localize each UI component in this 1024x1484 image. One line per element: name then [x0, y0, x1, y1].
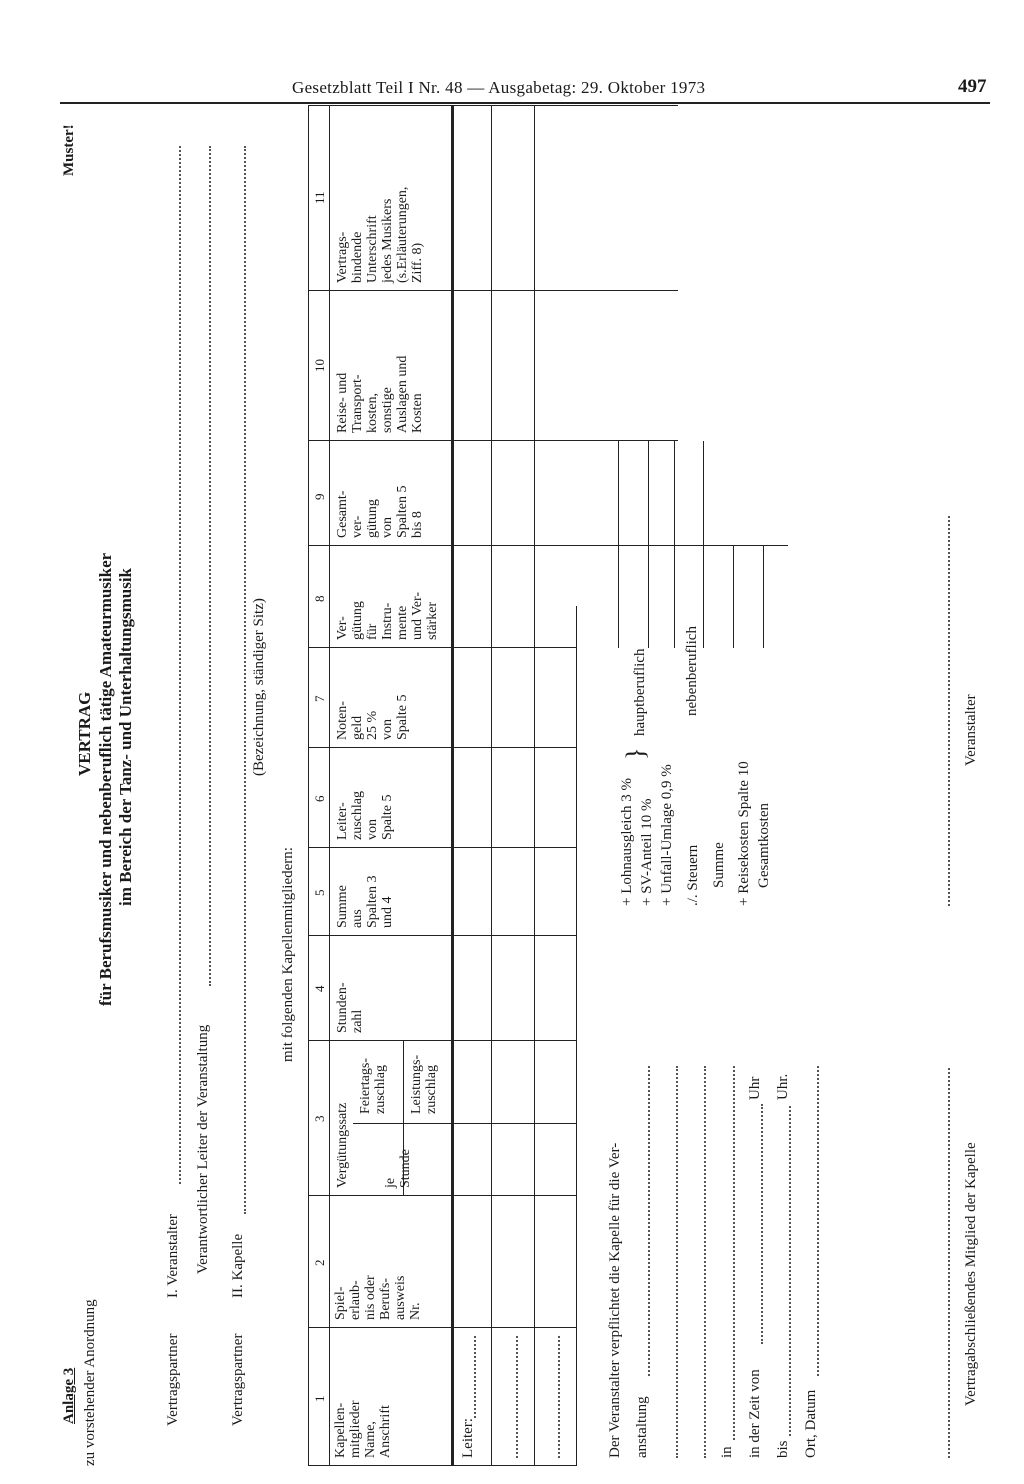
col-num-8: 8: [312, 595, 327, 602]
signature-veranstalter-label: Veranstalter: [963, 694, 979, 766]
col-num-11: 11: [312, 191, 327, 204]
calc-lohnausgleich: + Lohnausgleich 3 %: [619, 777, 635, 906]
bis-field[interactable]: [789, 1106, 791, 1436]
uhr-label-2: Uhr.: [775, 1073, 791, 1100]
col-header-4: Stunden- zahl: [335, 982, 365, 1033]
col3-leistung: Leistungs- zuschlag: [409, 1054, 439, 1114]
col-divider-7: [308, 647, 576, 648]
calc-gesamtkosten: Gesamtkosten: [756, 803, 772, 888]
ort-datum-field[interactable]: [817, 1066, 819, 1376]
col-header-2: Spiel- erlaub- nis oder Berufs- ausweis Nr.: [333, 1275, 423, 1320]
col-divider-8: [308, 545, 788, 546]
row-leiter-field[interactable]: [474, 1336, 476, 1418]
col3-inner-divider: [353, 1123, 576, 1124]
zeit-von-label: in der Zeit von: [747, 1369, 763, 1458]
col-num-9: 9: [312, 493, 327, 500]
col-divider-5: [308, 847, 576, 848]
gazette-title: Gesetzblatt Teil I Nr. 48 — Ausgabetag: 29. Oktober 1973: [292, 78, 706, 97]
table-top-rule: [308, 106, 309, 1466]
contract-title: VERTRAG: [75, 691, 94, 776]
partner-label-1: Vertragspartner: [165, 1333, 181, 1426]
calc-nebenberuflich: nebenberuflich: [684, 626, 700, 716]
col-divider-10: [308, 290, 678, 291]
sum-box-rule-2: [674, 441, 675, 648]
col-num-1: 1: [312, 1395, 327, 1402]
table-row-rule-1: [491, 106, 492, 1466]
obligation-intro: Der Veranstalter verpflichtet die Kapelle für die Ver-: [607, 1142, 623, 1458]
row-leiter-label: Leiter:: [460, 1418, 476, 1458]
col-num-2: 2: [312, 1259, 327, 1266]
bezeichnung-label: (Bezeichnung, ständiger Sitz): [251, 598, 267, 776]
col3-je-stunde: je Stunde: [383, 1149, 413, 1188]
leiter-field[interactable]: [209, 146, 211, 986]
sum-box-rule-5: [763, 546, 764, 648]
col-divider-1: [308, 1327, 576, 1328]
col-header-10: Reise- und Transport- kosten, sonstige Auslagen und Kosten: [335, 355, 425, 433]
zeit-von-field[interactable]: [761, 1104, 763, 1344]
kapelle-label: II. Kapelle: [230, 1233, 246, 1298]
calc-reisekosten: + Reisekosten Spalte 10: [736, 761, 752, 906]
leiter-label: Verantwortlicher Leiter der Veranstaltung: [195, 1024, 211, 1274]
contract-title-line2: im Bereich der Tanz- und Unterhaltungsmusik: [116, 567, 135, 906]
col-header-9: Gesamt- ver- gütung von Spalten 5 bis 8: [335, 485, 425, 538]
anstaltung-field[interactable]: [648, 1066, 650, 1376]
table-row-rule-3: [576, 606, 577, 1466]
sum-box-rule-3: [703, 441, 704, 648]
col-header-7: Noten- geld 25 % von Spalte 5: [335, 694, 410, 740]
col-divider-2: [308, 1195, 576, 1196]
anstaltung-field-2[interactable]: [676, 1066, 678, 1458]
row-3-field[interactable]: [558, 1336, 560, 1458]
header-rule: [60, 102, 990, 104]
col-header-6: Leiter- zuschlag von Spalte 5: [335, 791, 395, 840]
signature-mitglied-label: Vertragabschließendes Mitglied der Kapelle: [963, 1142, 979, 1406]
calc-unfall: + Unfall-Umlage 0,9 %: [659, 764, 675, 906]
uhr-label-1: Uhr: [747, 1076, 763, 1100]
contract-form: [58, 106, 988, 1466]
col-num-7: 7: [312, 695, 327, 702]
table-header-rule: [451, 106, 454, 1466]
mitglieder-label: mit folgenden Kapellenmitgliedern:: [280, 847, 296, 1062]
bis-label: bis: [775, 1440, 791, 1458]
calc-hauptberuflich: hauptberuflich: [632, 648, 648, 736]
partner-label-2: Vertragspartner: [230, 1333, 246, 1426]
signature-veranstalter-line[interactable]: [948, 516, 950, 906]
anstaltung-label: anstaltung: [634, 1396, 650, 1458]
col-header-3: Vergütungssatz: [335, 1102, 350, 1188]
signature-mitglied-line[interactable]: [948, 1068, 950, 1458]
sum-box-top: [618, 441, 619, 648]
page-number: 497: [958, 76, 987, 97]
col-divider-4: [308, 935, 576, 936]
col-divider-3: [308, 1040, 576, 1041]
anstaltung-field-3[interactable]: [704, 1066, 706, 1458]
col-num-4: 4: [312, 985, 327, 992]
annex-subtitle: zu vorstehender Anordnung: [82, 1299, 98, 1466]
calc-brace: }: [621, 747, 650, 760]
col-header-1: Kapellen- mitglieder Name, Anschrift: [333, 1400, 393, 1458]
col-header-5: Summe aus Spalten 3 und 4: [335, 875, 395, 928]
table-row-rule-2: [534, 106, 535, 1466]
contract-title-line1: für Berufsmusiker und nebenberuflich tätige Amateurmusiker: [96, 552, 115, 1006]
ort-datum-label: Ort, Datum: [803, 1389, 819, 1458]
page-header: [0, 74, 1024, 104]
muster-label: Muster!: [61, 124, 77, 176]
col-divider-6: [308, 747, 576, 748]
calc-summe: Summe: [711, 842, 727, 888]
veranstalter-label: I. Veranstalter: [165, 1214, 181, 1298]
col-header-11: Vertrags- bindende Unterschrift jedes Musikers (s.Erläuterungen, Ziff. 8): [335, 186, 425, 283]
col-num-6: 6: [312, 795, 327, 802]
col-num-10: 10: [312, 359, 327, 372]
col-divider-0: [308, 1465, 576, 1466]
calc-sv-anteil: + SV-Anteil 10 %: [639, 798, 655, 906]
veranstalter-field[interactable]: [179, 146, 181, 1184]
calc-steuern: ./. Steuern: [685, 844, 701, 906]
row-2-field[interactable]: [516, 1336, 518, 1458]
sum-box-rule-1: [648, 441, 649, 648]
col-num-5: 5: [312, 889, 327, 896]
col-divider-11: [308, 105, 678, 106]
col-header-8: Ver- gütung für Instru- mente und Ver- stärker: [335, 591, 440, 640]
table-number-rule: [329, 106, 330, 1466]
col-num-3: 3: [312, 1115, 327, 1122]
col3-feiertag: Feiertags- zuschlag: [358, 1058, 388, 1114]
annex-label: Anlage 3: [61, 1367, 77, 1424]
in-field[interactable]: [733, 1066, 735, 1440]
kapelle-field[interactable]: [244, 146, 246, 1214]
in-label: in: [719, 1446, 735, 1458]
sum-box-right: [618, 440, 678, 441]
sum-box-rule-4: [733, 546, 734, 648]
